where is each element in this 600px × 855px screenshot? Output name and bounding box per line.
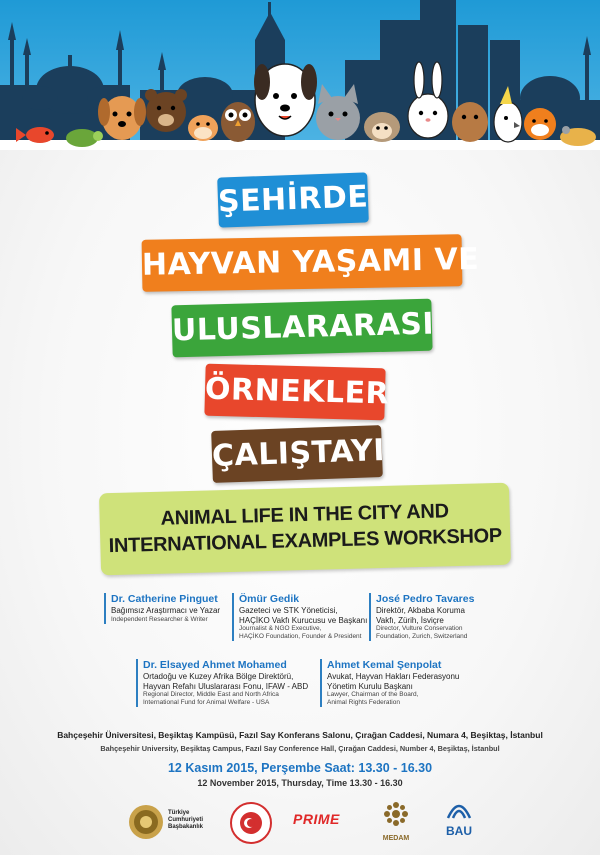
speaker-jose-pedro-tavares: [369, 593, 474, 641]
speaker-title-tr: HAÇİKO Vakfı Kurucusu ve Başkanı: [239, 615, 368, 625]
bau-emblem-icon: [446, 798, 472, 820]
speaker-title-en: HAÇİKO Foundation, Founder & President: [239, 633, 362, 640]
cat-icon: [316, 84, 360, 140]
medam-emblem-icon: [378, 800, 414, 834]
speaker-title-en: International Fund for Animal Welfare - USA: [143, 699, 270, 706]
sponsor-logos: [0, 796, 600, 851]
speaker-title-en: Journalist & NGO Executive,: [239, 625, 322, 632]
logo-text: Başbakanlık: [168, 824, 204, 830]
pony-icon: [452, 102, 488, 142]
medam-text: MEDAM: [382, 835, 410, 842]
title-line-4: ÖRNEKLER: [204, 364, 385, 421]
speaker-title-en: Foundation, Zurich, Switzerland: [376, 633, 468, 640]
hamster-icon: [188, 115, 218, 141]
medam-logo: [378, 800, 414, 842]
city-skyline-icon: [0, 0, 600, 150]
title-line-3: ULUSLARARASI: [171, 299, 432, 358]
title-line-2: HAYVAN YAŞAMI VE: [142, 234, 463, 292]
cat-icon: [524, 108, 556, 140]
speaker-title-en: Independent Researcher & Writer: [111, 615, 208, 623]
venue-tr: Bahçeşehir Üniversitesi, Beşiktaş Kampüsü, Fazıl Say Konferans Salonu, Çırağan Caddesi, Numara 4, Beşiktaş, İstanbul: [57, 730, 543, 740]
speaker-title-tr: Ortadoğu ve Kuzey Afrika Bölge Direktörü,: [143, 672, 294, 681]
speaker-name: José Pedro Tavares: [376, 593, 475, 605]
speaker-title-en: Director, Vulture Conservation: [376, 625, 463, 632]
title-line-5: ÇALIŞTAYI: [211, 425, 383, 483]
logo-text: Türkiye: [168, 810, 190, 816]
subtitle-line-2: INTERNATIONAL EXAMPLES WORKSHOP: [108, 524, 503, 558]
speaker-title-tr: Bağımsız Araştırmacı ve Yazar: [111, 606, 221, 615]
subtitle-line-1: ANIMAL LIFE IN THE CITY AND: [160, 500, 449, 530]
prime-logo: PRIME: [293, 811, 340, 827]
speaker-title-tr: Hayvan Refahı Uluslararası Fonu, IFAW - ABD: [143, 681, 309, 691]
speaker-title-tr: Avukat, Hayvan Hakları Federasyonu: [327, 672, 460, 681]
dog-icon: [254, 64, 317, 136]
speaker-title-tr: Vakfı, Zürih, İsviçre: [376, 615, 444, 625]
speaker-title-tr: Gazeteci ve STK Yöneticisi,: [239, 606, 338, 615]
header-banner: [0, 0, 600, 150]
hedgehog-icon: [364, 112, 400, 142]
logo-text: Cumhuriyeti: [168, 817, 204, 823]
bear-icon: [145, 89, 187, 132]
basbakanlik-logo: [168, 810, 203, 831]
bau-logo: [446, 798, 472, 837]
speaker-elsayed-ahmet-mohamed: [136, 659, 308, 707]
owl-icon: [221, 102, 255, 142]
speaker-title-en: Regional Director, Middle East and North Africa: [143, 691, 279, 698]
speaker-name: Dr. Elsayed Ahmet Mohamed: [143, 659, 287, 671]
speaker-title-tr: Yönetim Kurulu Başkanı: [327, 681, 413, 691]
speaker-title-en: Lawyer, Chairman of the Board,: [327, 691, 419, 698]
speaker-title-tr: Direktör, Akbaba Koruma: [376, 606, 465, 615]
subtitle-box: [99, 483, 511, 576]
speaker-catherine-pinguet: [104, 593, 220, 624]
title-line-1: ŞEHİRDE: [217, 172, 369, 227]
speaker-name: Ahmet Kemal Şenpolat: [327, 659, 442, 671]
date-tr: 12 Kasım 2015, Perşembe Saat: 13.30 - 16.30: [167, 761, 433, 775]
speaker-omur-gedik: [232, 593, 367, 641]
speaker-name: Dr. Catherine Pinguet: [111, 593, 218, 605]
venue-en: Bahçeşehir University, Beşiktaş Campus, Fazıl Say Conference Hall, Çırağan Caddesi, Number 4, Beşiktaş, İstanbul: [100, 744, 500, 753]
bau-text: BAU: [446, 824, 472, 838]
basbakanlik-seal-icon: [128, 804, 164, 845]
speaker-name: Ömür Gedik: [239, 593, 300, 605]
speaker-title-en: Animal Rights Federation: [327, 699, 400, 706]
speaker-ahmet-kemal-senpolat: [320, 659, 459, 707]
ministry-seal-icon: [230, 802, 272, 849]
date-en: 12 November 2015, Thursday, Time 13.30 - 16.30: [197, 778, 403, 788]
